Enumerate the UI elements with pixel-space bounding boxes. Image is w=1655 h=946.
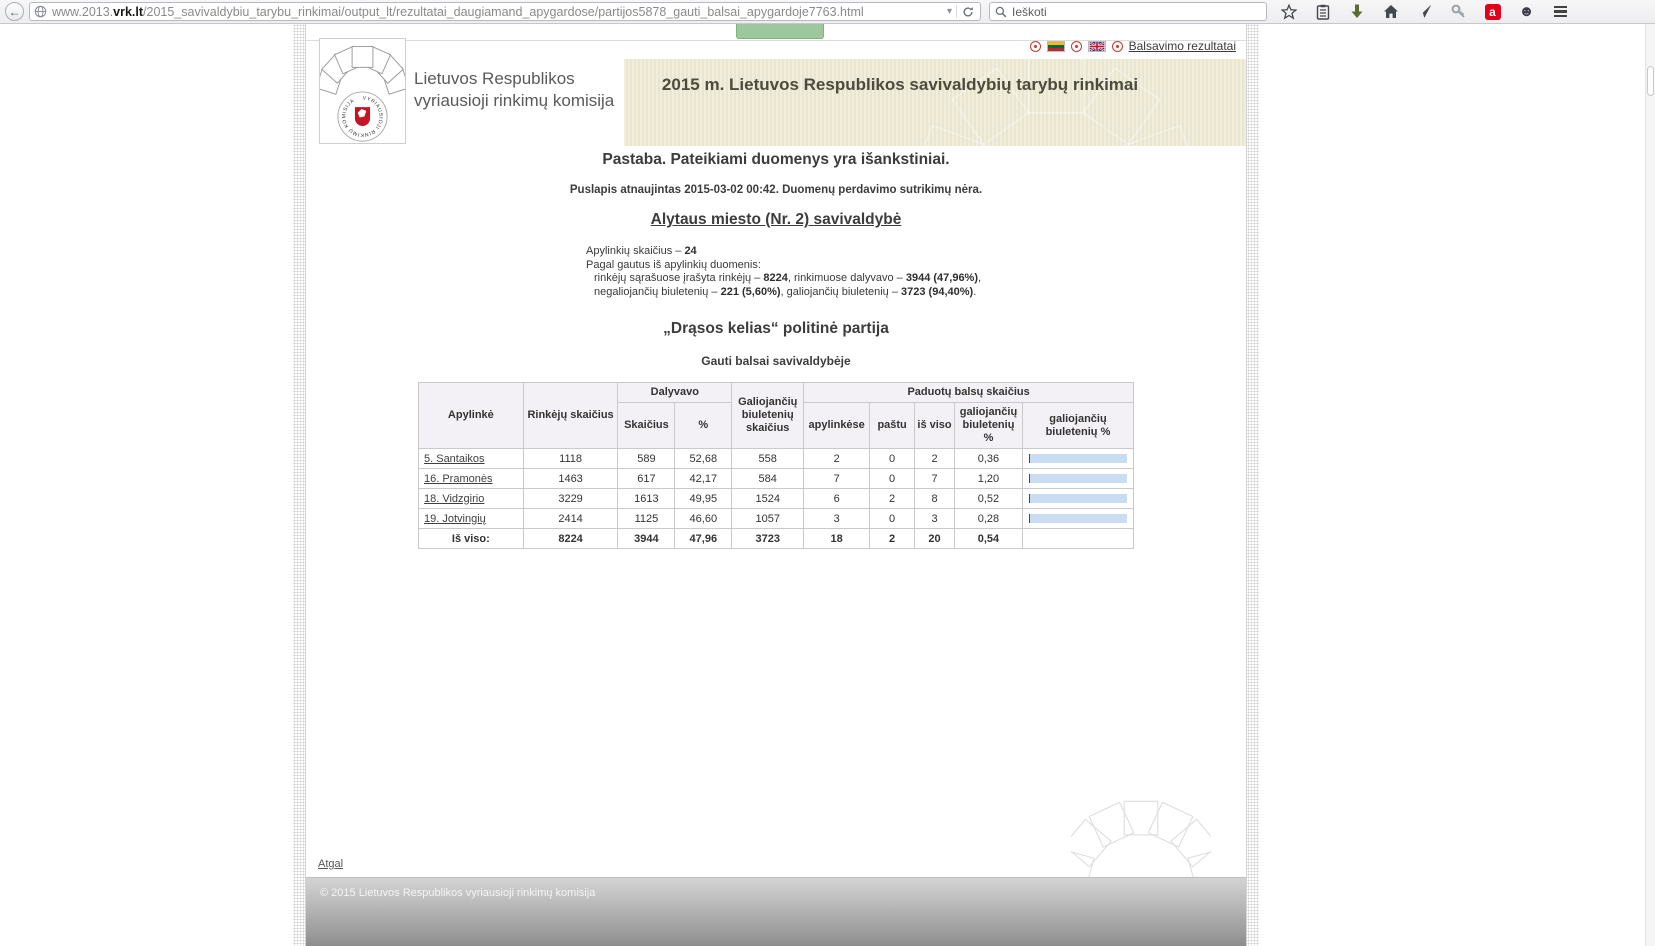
search-input[interactable] (1012, 5, 1261, 19)
col-valid-ballots: Galiojančių biuletenių skaičius (732, 383, 804, 449)
precinct-link[interactable]: 18. Vidzgirio (424, 492, 485, 505)
back-link[interactable]: Atgal (318, 858, 344, 870)
party-title: „Drąsos kelias“ politinė partija (663, 320, 889, 337)
col-group-participated: Dalyvavo (618, 383, 732, 403)
vertical-scrollbar[interactable] (1645, 24, 1655, 946)
table-title: Gauti balsai savivaldybėje (701, 354, 851, 368)
updated-notice: Puslapis atnaujintas 2015-03-02 00:42. Duomenų perdavimo sutrikimų nėra. (569, 184, 983, 196)
fan-emblem (320, 46, 405, 94)
rss-icon[interactable] (1071, 41, 1082, 52)
table-row: 16. Pramonės 1463 617 42,17 584 7 0 7 1,20 (419, 469, 1134, 489)
col-valid-pct-bar: galiojančių biuletenių % (1022, 403, 1133, 449)
bookmark-star-icon[interactable] (1280, 3, 1297, 20)
globe-icon (34, 5, 47, 18)
search-box[interactable] (989, 2, 1267, 21)
vrk-logo (319, 38, 406, 144)
language-bar (1030, 39, 1236, 53)
election-banner (624, 59, 1246, 146)
precinct-link[interactable]: 5. Santaikos (424, 452, 485, 465)
url-bar[interactable] (29, 2, 981, 21)
rss-icon[interactable] (1112, 41, 1123, 52)
browser-action-icons (1280, 3, 1569, 20)
precinct-link[interactable]: 19. Jotvingių (424, 512, 486, 525)
results-link[interactable]: Balsavimo rezultatai (1128, 39, 1236, 53)
col-count: Skaičius (618, 403, 675, 449)
pct-bar (1029, 514, 1127, 523)
site-footer (306, 877, 1246, 946)
search-icon (995, 6, 1007, 18)
page-content (305, 24, 1247, 946)
page-margin-pattern-right (1247, 24, 1259, 946)
home-icon[interactable] (1382, 3, 1399, 20)
password-key-icon[interactable] (1450, 3, 1467, 20)
reading-list-icon[interactable] (1314, 3, 1331, 20)
svg-text:VYRIAUSIOJI RINKIMŲ KOMISIJA: VYRIAUSIOJI RINKIMŲ KOMISIJA (341, 95, 384, 138)
col-at-precinct: apylinkėse (804, 403, 870, 449)
pct-bar (1029, 474, 1127, 483)
send-page-icon[interactable] (1416, 3, 1433, 20)
lithuanian-flag-icon[interactable] (1047, 41, 1065, 52)
reload-icon (962, 6, 974, 18)
table-row: 19. Jotvingių 2414 1125 46,60 1057 3 0 3 0,28 (419, 509, 1134, 529)
precinct-link[interactable]: 16. Pramonės (424, 472, 493, 485)
url-text: www.2013.vrk.lt/2015_savivaldybiu_tarybu_rinkimai/output_lt/rezultatai_daugiamand_apygardose/partijos5878_gauti_balsai_apygardoje7763.html (52, 4, 864, 19)
browser-toolbar (0, 0, 1655, 24)
reload-button[interactable] (956, 5, 976, 18)
feedback-smiley-icon[interactable]: ☻ (1518, 3, 1535, 20)
rss-icon[interactable] (1030, 41, 1041, 52)
col-group-votes: Paduotų balsų skaičius (804, 383, 1134, 403)
pct-bar (1029, 454, 1127, 463)
table-row: 5. Santaikos 1118 589 52,68 558 2 0 2 0,36 (419, 449, 1134, 469)
back-button[interactable]: ← (5, 2, 24, 21)
col-voters: Rinkėjų skaičius (523, 383, 618, 449)
avira-extension-icon[interactable]: a (1484, 3, 1501, 20)
results-table (418, 382, 1134, 549)
col-by-mail: paštu (870, 403, 915, 449)
col-percent: % (675, 403, 732, 449)
org-name: Lietuvos Respublikos vyriausioji rinkimų komisija (414, 69, 615, 110)
precinct-summary: Apylinkių skaičius – 24 Pagal gautus iš apylinkių duomenis: rinkėjų sąrašuose įrašyta rinkėjų – 8224, rinkimuose dalyvavo – 3944 (47,96%), negaliojančių biuletenių – 221 (5,60%), galiojančių biuletenių – 3723 (94,40%). (586, 245, 982, 298)
municipality-title: Alytaus miesto (Nr. 2) savivaldybė (650, 211, 902, 228)
menu-icon[interactable] (1552, 3, 1569, 20)
pct-bar (1029, 494, 1127, 503)
table-row: 18. Vidzgirio 3229 1613 49,95 1524 6 2 8 0,52 (419, 489, 1134, 509)
scrollbar-thumb[interactable] (1647, 66, 1654, 96)
page-margin-pattern-left (293, 24, 305, 946)
copyright-text: © 2015 Lietuvos Respublikos vyriausioji rinkimų komisija (320, 887, 596, 899)
col-total: iš viso (915, 403, 955, 449)
col-precinct: Apylinkė (419, 383, 524, 449)
url-history-dropdown-icon[interactable]: ▾ (946, 6, 952, 17)
uk-flag-icon[interactable] (1088, 41, 1106, 52)
col-valid-pct: galiojančių biuletenių % (954, 403, 1022, 449)
green-tab (736, 24, 824, 39)
downloads-icon[interactable] (1348, 3, 1365, 20)
total-row: Iš viso: 8224 3944 47,96 3723 18 2 20 0,54 (419, 529, 1134, 549)
preliminary-notice: Pastaba. Pateikiami duomenys yra išankstiniai. (602, 151, 950, 168)
banner-fan-decoration (906, 59, 1206, 146)
banner-title: 2015 m. Lietuvos Respublikos savivaldybių tarybų rinkimai (661, 75, 1139, 94)
